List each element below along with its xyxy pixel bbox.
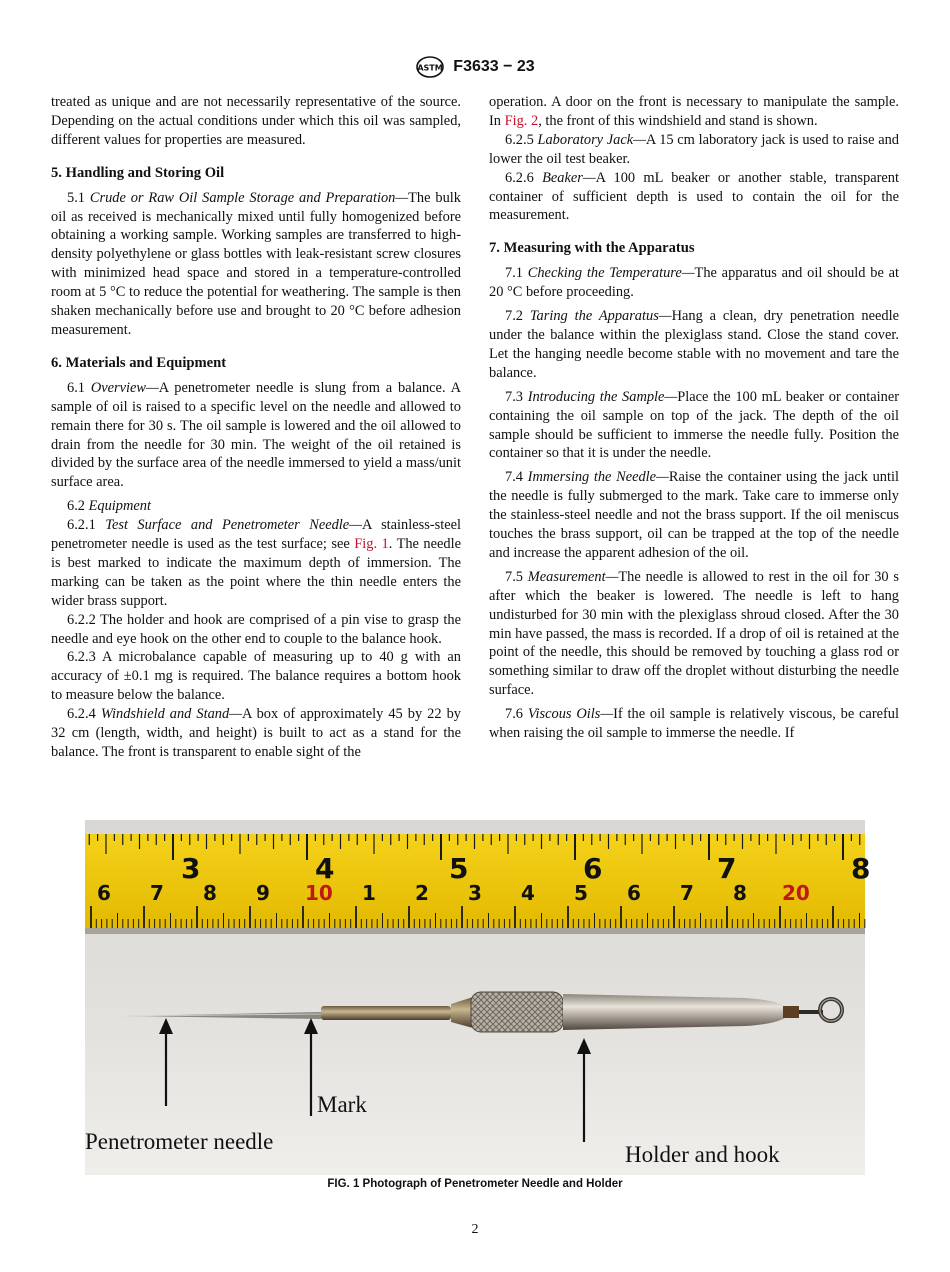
inch-label: 3 bbox=[181, 852, 201, 885]
cm-label: 8 bbox=[733, 881, 747, 905]
cm-label: 9 bbox=[256, 881, 270, 905]
cm-label: 4 bbox=[521, 881, 535, 905]
inch-label: 8 bbox=[851, 852, 871, 885]
needle-photograph bbox=[85, 820, 871, 1175]
paragraph-6-2-3: 6.2.3 A microbalance capable of measuring up to 40 g with an accuracy of ±0.1 mg is required. The balance requires a bottom hook to measure below the balance. bbox=[51, 649, 461, 704]
cm-label: 5 bbox=[574, 881, 588, 905]
paragraph-6-2: 6.2 Equipment bbox=[67, 498, 151, 515]
paragraph-6-2-2: 6.2.2 The holder and hook are comprised of a pin vise to grasp the needle and eye hook on the other end to couple to the balance hook. bbox=[51, 611, 461, 647]
paragraph-7-4: 7.4 Immersing the Needle—Raise the container using the jack until the needle is fully submerged to the mark. Take care to immerse only the stainless-steel needle and not the brass support. If the oil meniscus touches the brass support, oil can be trapped at the top of the needle and increase the apparent adhesion of the oil. bbox=[489, 469, 899, 561]
inch-label: 4 bbox=[315, 852, 335, 885]
cm-label: 6 bbox=[627, 881, 641, 905]
cm-label: 20 bbox=[782, 881, 810, 905]
astm-logo-icon bbox=[415, 56, 445, 78]
cm-label: 3 bbox=[468, 881, 482, 905]
knurled-grip bbox=[471, 992, 563, 1032]
paragraph-6-2-4: 6.2.4 Windshield and Stand—A box of approximately 45 by 22 by 32 cm (length, width, and height) is built to act as a stand for the balance. The front is transparent to enable sight of the bbox=[51, 706, 461, 760]
cm-label: 7 bbox=[150, 881, 164, 905]
brass-support bbox=[321, 1006, 451, 1020]
paragraph-6-2-5: 6.2.5 Laboratory Jack—A 15 cm laboratory jack is used to raise and lower the oil test beaker. bbox=[489, 131, 899, 167]
label-holder-and-hook: Holder and hook bbox=[625, 1142, 780, 1167]
figure-caption: FIG. 1 Photograph of Penetrometer Needle and Holder bbox=[327, 1178, 623, 1190]
cm-label: 8 bbox=[203, 881, 217, 905]
section-5-heading: 5. Handling and Storing Oil bbox=[51, 164, 225, 181]
designation: F3633 − 23 bbox=[453, 58, 535, 75]
label-penetrometer-needle: Penetrometer needle bbox=[85, 1129, 274, 1154]
fig-1-link[interactable]: Fig. 1 bbox=[354, 536, 389, 553]
cm-label: 7 bbox=[680, 881, 694, 905]
tape-measure bbox=[85, 834, 870, 934]
cm-label: 1 bbox=[362, 881, 376, 905]
section-7-heading: 7. Measuring with the Apparatus bbox=[489, 240, 695, 257]
astm-logo-text: ASTM bbox=[417, 63, 443, 73]
inch-label: 7 bbox=[717, 852, 737, 885]
right-column bbox=[489, 93, 899, 743]
cm-label: 10 bbox=[305, 881, 333, 905]
cm-label: 2 bbox=[415, 881, 429, 905]
label-mark: Mark bbox=[317, 1092, 367, 1117]
paragraph-7-1: 7.1 Checking the Temperature—The apparatus and oil should be at 20 °C before proceeding. bbox=[489, 265, 899, 301]
paragraph-continuation-right: operation. A door on the front is necessary to manipulate the sample. In Fig. 2, the front of this windshield and stand is shown. bbox=[489, 94, 899, 129]
paragraph-5-1: 5.1 Crude or Raw Oil Sample Storage and Preparation—The bulk oil as received is mechanically mixed until fully homogenized before obtaining a working sample. Working samples are transferred to high-density polyethylene or glass bottles with leak-resistant screw closures with minimized head space and stored in a temperature-controlled room at 5 °C to reduce the potential for weathering. The sample is then shaken mechanically before use and brought to 20 °C before adhesion measurement. bbox=[51, 189, 461, 338]
page-header bbox=[0, 56, 950, 78]
inch-label: 6 bbox=[583, 852, 603, 885]
cm-label: 6 bbox=[97, 881, 111, 905]
paragraph-6-2-6: 6.2.6 Beaker—A 100 mL beaker or another stable, transparent container of sufficient depth is used to contain the oil for the measurement. bbox=[489, 169, 899, 224]
paragraph-7-3: 7.3 Introducing the Sample—Place the 100 mL beaker or container containing the oil sample on top of the jack. The depth of the oil sample should be sufficient to immerse the needle fully. Position the container so that it is under the needle. bbox=[489, 388, 899, 462]
section-6-heading: 6. Materials and Equipment bbox=[51, 354, 227, 371]
paragraph-7-2: 7.2 Taring the Apparatus—Hang a clean, dry penetration needle under the balance within the plexiglass stand. Close the stand cover. Let the hanging needle become stable with no movement and tare the balance. bbox=[489, 308, 899, 381]
fig-2-link[interactable]: Fig. 2 bbox=[504, 112, 539, 129]
paragraph-7-6: 7.6 Viscous Oils—If the oil sample is relatively viscous, be careful when raising the oil sample to immerse the needle. If bbox=[489, 706, 899, 742]
paragraph-6-1: 6.1 Overview—A penetrometer needle is slung from a balance. A sample of oil is raised to a specific level on the needle and allowed to remain there for 30 s. The oil sample is lowered and the oil allowed to drain from the needle for 30 min. The weight of the oil retained is divided by the surface area of the needle immersed to yield a mass/unit surface area. bbox=[51, 379, 461, 491]
page-number: 2 bbox=[471, 1222, 479, 1237]
paragraph-7-5: 7.5 Measurement—The needle is allowed to rest in the oil for 30 s after which the beaker is lowered. The needle is left to hang undisturbed for 30 min with the plexiglass shroud closed. After the 30 min have passed, the mass is recorded. If a drop of oil is retained at the point of the needle, this should be removed by touching a glass rod or something similar to draw off the droplet without disturbing the needle surface. bbox=[489, 568, 899, 699]
paragraph-6-2-1: 6.2.1 Test Surface and Penetrometer Needle—A stainless-steel penetrometer needle is used as the test surface; see Fig. 1. The needle is best marked to indicate the maximum depth of immersion. The marking can be taken as the point where the thin needle enters the wider brass support. bbox=[51, 517, 461, 609]
pin-vise-body bbox=[563, 994, 785, 1030]
paragraph-continuation: treated as unique and are not necessarily representative of the source. Depending on the actual conditions under which this oil was sampled, different values for properties are measured. bbox=[51, 94, 461, 148]
inch-label: 5 bbox=[449, 852, 469, 885]
left-column bbox=[51, 93, 461, 762]
